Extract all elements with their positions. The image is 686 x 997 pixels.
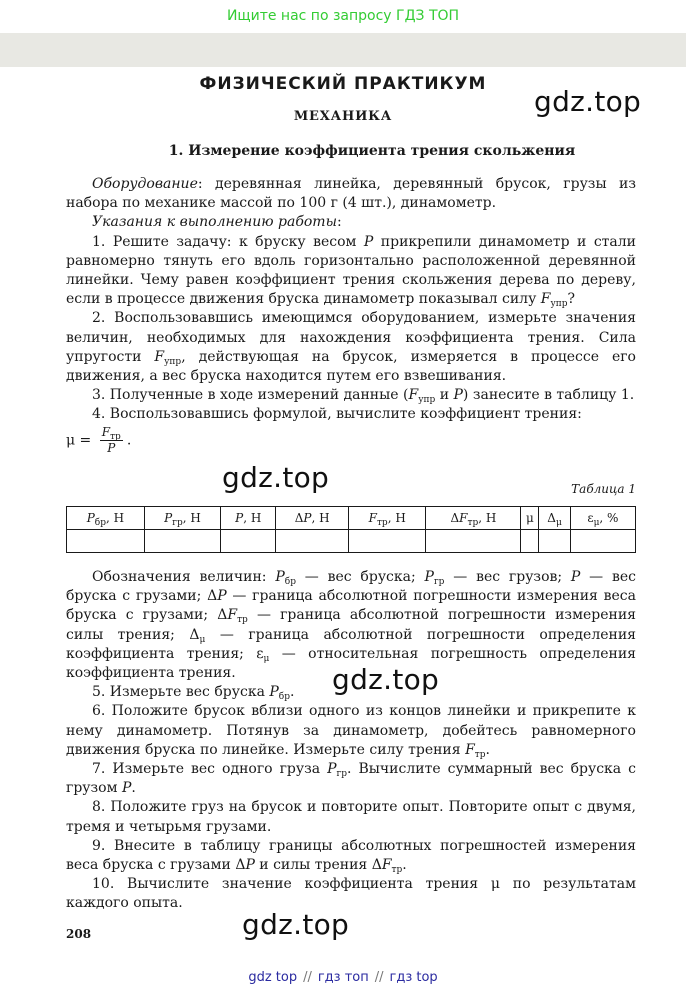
step-5: 5. Измерьте вес бруска $P_{бр}$.: [92, 684, 295, 703]
instructions-label: Указания к выполнению работы: [92, 214, 337, 231]
col-delta-mu: $\Delta_\mu$: [539, 507, 571, 530]
step-9: 9. Внесите в таблицу границы абсолютных погрешностей измерения веса бруска с грузами ΔP и силы трения $\Delta F_{тр}$.: [66, 837, 636, 876]
watermark: gdz.top: [222, 461, 330, 494]
col-mu: μ: [521, 507, 539, 530]
step-2: 2. Воспользовавшись имеющимся оборудованием, измерьте значения величин, необходимых для нахождения коэффициента трения. Сила упругости $F_{упр}$, действующая на брусок, измеряется в процессе его движения, а вес бруска находится путем его взвешивания.: [66, 310, 636, 385]
page-title: ФИЗИЧЕСКИЙ ПРАКТИКУМ: [199, 74, 487, 94]
equipment-label: Оборудование: [92, 176, 198, 192]
step-3: 3. Полученные в ходе измерений данные ($F_{упр}$ и P) занесите в таблицу 1.: [92, 387, 635, 406]
intro-text: [66, 175, 636, 456]
page-number: 208: [66, 927, 92, 941]
step-1: 1. Решите задачу: к бруску весом P прикрепили динамометр и стали равномерно тянуть его вдоль горизонтально расположенной деревянной линейки. Чему равен коэффициент трения скольжения дерева по дереву, если в процессе движения бруска динамометр показывал силу $F_{упр}$?: [66, 233, 636, 310]
notation-and-steps: [66, 568, 636, 914]
watermark: gdz.top: [534, 85, 642, 118]
chapter-subtitle: МЕХАНИКА: [293, 109, 393, 124]
notation-paragraph: Обозначения величин: $P_{бр}$ — вес бруска; $P_{гр}$ — вес грузов; P — вес бруска с грузами; ΔP — граница абсолютной погрешности измерения веса бруска с грузами; $\Delta F_{тр}$ — граница абсолютной погрешности измерения силы трения; $\Delta_\mu$ — граница абсолютной погрешности определения коэффициента трения; $\varepsilon_\mu$ — относительная погрешность определения коэффициента трения.: [66, 569, 636, 682]
formula: μ = $\frac{F_{тр}}{P}$ .: [66, 424, 132, 455]
table-caption: Таблица 1: [571, 482, 636, 496]
results-table: [66, 506, 636, 553]
table-header-row: [67, 507, 636, 530]
col-p-br: $P_{бр}$, Н: [67, 507, 145, 530]
step-10: 10. Вычислите значение коэффициента трения μ по результатам каждого опыта.: [66, 876, 636, 912]
instructions-paragraph: Указания к выполнению работы:: [92, 214, 342, 231]
footer-link[interactable]: гдз топ: [317, 970, 369, 985]
section-heading: 1. Измерение коэффициента трения скольжения: [168, 143, 576, 159]
step-4: 4. Воспользовавшись формулой, вычислите коэффициент трения:: [92, 406, 582, 423]
col-delta-p: ΔP, Н: [276, 507, 349, 530]
col-delta-f-tr: $\Delta F_{тр}$, Н: [426, 507, 521, 530]
watermark: gdz.top: [332, 663, 440, 696]
col-p: P, Н: [221, 507, 276, 530]
search-hint-link[interactable]: Ищите нас по запросу ГДЗ ТОП: [226, 8, 460, 24]
col-f-tr: $F_{тр}$, Н: [349, 507, 426, 530]
header-band: [0, 33, 686, 67]
footer-link[interactable]: gdz top: [248, 970, 298, 985]
footer-link[interactable]: гдз top: [389, 970, 438, 985]
equipment-text: : деревянная линейка, деревянный брусок, грузы из набора по механике массой по 100 г (4 шт.), динамометр.: [66, 176, 636, 212]
col-eps-mu: $\varepsilon_\mu$, %: [570, 507, 635, 530]
step-7: 7. Измерьте вес одного груза $P_{гр}$. Вычислите суммарный вес бруска с грузом P.: [66, 761, 637, 797]
table-row: [67, 530, 636, 553]
step-8: 8. Положите груз на брусок и повторите опыт. Повторите опыт с двумя, тремя и четырьмя грузами.: [66, 799, 636, 835]
watermark: gdz.top: [242, 908, 350, 941]
footer-links: gdz top // гдз топ // гдз top: [248, 970, 438, 985]
col-p-gr: $P_{гр}$, Н: [144, 507, 220, 530]
step-6: 6. Положите брусок вблизи одного из концов линейки и прикрепите к нему динамометр. Потянув за динамометр, добейтесь равномерного движения бруска по линейке. Измерьте силу трения $F_{тр}$.: [66, 703, 636, 760]
equipment-paragraph: [66, 175, 636, 213]
